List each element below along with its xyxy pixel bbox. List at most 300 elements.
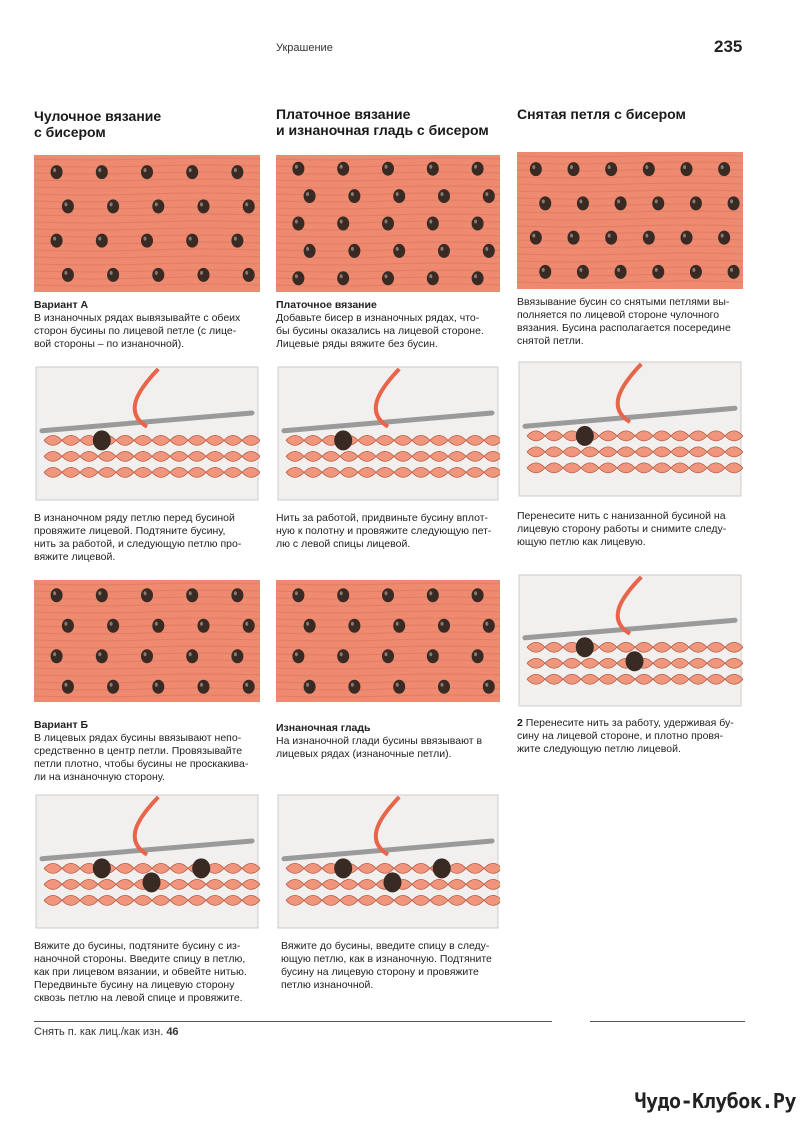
caption-line: лицевых рядах (изнаночные петли). bbox=[276, 748, 452, 760]
bead-highlight bbox=[245, 202, 248, 206]
bead-highlight bbox=[385, 220, 388, 224]
bead-highlight bbox=[200, 202, 203, 206]
bead-highlight bbox=[692, 199, 695, 203]
caption-line: ющую петлю, как в изнаночную. Подтяните bbox=[281, 953, 492, 965]
caption-line: Добавьте бисер в изнаночных рядах, что- bbox=[276, 312, 480, 324]
footer-label: Снять п. как лиц./как изн. bbox=[34, 1026, 164, 1038]
bead bbox=[62, 199, 74, 213]
bead-highlight bbox=[155, 271, 158, 275]
bead bbox=[337, 162, 349, 176]
bead-highlight bbox=[189, 168, 192, 172]
bead bbox=[231, 649, 243, 663]
bead-highlight bbox=[570, 234, 573, 238]
illustration-slide-bead bbox=[276, 365, 500, 502]
caption-title: Вариант Б bbox=[34, 719, 89, 731]
bead-highlight bbox=[110, 202, 113, 206]
bead bbox=[718, 231, 730, 245]
caption-line: Передвиньте бусину на лицевую сторону bbox=[34, 979, 235, 991]
bead-highlight bbox=[441, 192, 444, 196]
caption-line: Лицевые ряды вяжите без бусин. bbox=[276, 338, 438, 350]
bead bbox=[152, 619, 164, 633]
bead-highlight bbox=[441, 622, 444, 626]
bead bbox=[483, 619, 495, 633]
bead-highlight bbox=[655, 199, 658, 203]
bead-highlight bbox=[396, 192, 399, 196]
bead bbox=[107, 199, 119, 213]
bead-highlight bbox=[655, 268, 658, 272]
bead-highlight bbox=[245, 683, 248, 687]
bead-highlight bbox=[429, 274, 432, 278]
bead-highlight bbox=[234, 591, 237, 595]
bead-highlight bbox=[579, 199, 582, 203]
bead-highlight bbox=[64, 622, 67, 626]
bead-highlight bbox=[485, 683, 488, 687]
bead bbox=[334, 430, 352, 450]
caption-line: лю с левой спицы лицевой. bbox=[276, 538, 411, 550]
bead bbox=[615, 196, 627, 210]
drawing-background bbox=[278, 367, 498, 500]
bead bbox=[107, 680, 119, 694]
bead-highlight bbox=[485, 192, 488, 196]
bead-highlight bbox=[429, 652, 432, 656]
caption-bead-front bbox=[517, 510, 749, 549]
bead-highlight bbox=[542, 199, 545, 203]
bead-highlight bbox=[155, 202, 158, 206]
drawing-background bbox=[278, 795, 498, 928]
bead-highlight bbox=[351, 247, 354, 251]
bead bbox=[304, 244, 316, 258]
column-title-garter bbox=[276, 106, 489, 138]
bead bbox=[472, 649, 484, 663]
bead bbox=[438, 680, 450, 694]
swatch-photo-reverse bbox=[276, 580, 500, 702]
bead bbox=[62, 619, 74, 633]
bead bbox=[382, 217, 394, 231]
bead bbox=[141, 588, 153, 602]
bead-highlight bbox=[98, 652, 101, 656]
bead bbox=[393, 680, 405, 694]
bead-highlight bbox=[306, 683, 309, 687]
bead-highlight bbox=[385, 591, 388, 595]
bead bbox=[62, 680, 74, 694]
bead bbox=[427, 588, 439, 602]
bead-highlight bbox=[396, 622, 399, 626]
caption-title: Вариант А bbox=[34, 299, 89, 311]
bead bbox=[334, 858, 352, 878]
caption-line: наночной стороны. Введите спицу в петлю, bbox=[34, 953, 246, 965]
bead bbox=[186, 165, 198, 179]
bead bbox=[292, 649, 304, 663]
bead-highlight bbox=[351, 683, 354, 687]
bead-highlight bbox=[295, 274, 298, 278]
bead-highlight bbox=[98, 168, 101, 172]
bead-highlight bbox=[683, 165, 686, 169]
caption-line: как при лицевом вязании, и обвейте нитью. bbox=[34, 966, 247, 978]
bead-highlight bbox=[306, 192, 309, 196]
bead bbox=[292, 217, 304, 231]
drawing-background bbox=[519, 362, 741, 496]
bead-highlight bbox=[200, 622, 203, 626]
section-title: Украшение bbox=[276, 42, 333, 54]
bead bbox=[152, 199, 164, 213]
bead bbox=[51, 588, 63, 602]
bead bbox=[292, 271, 304, 285]
bead-highlight bbox=[579, 268, 582, 272]
caption-line: В лицевых рядах бусины ввязывают непо- bbox=[34, 732, 242, 744]
bead-highlight bbox=[53, 168, 56, 172]
bead-highlight bbox=[692, 268, 695, 272]
bead bbox=[382, 271, 394, 285]
bead-highlight bbox=[64, 683, 67, 687]
caption-line: ли на изнаночную сторону. bbox=[34, 771, 165, 783]
bead-highlight bbox=[429, 165, 432, 169]
swatch-photo-garter bbox=[276, 155, 500, 292]
bead bbox=[652, 196, 664, 210]
bead-highlight bbox=[385, 165, 388, 169]
bead-highlight bbox=[64, 202, 67, 206]
caption-variant-a bbox=[34, 299, 264, 351]
bead-highlight bbox=[200, 271, 203, 275]
caption-line: жите следующую петлю лицевой. bbox=[517, 743, 681, 755]
bead-highlight bbox=[155, 622, 158, 626]
bead-highlight bbox=[98, 237, 101, 241]
caption-line: средственно в центр петли. Провязывайте bbox=[34, 745, 243, 757]
bead-highlight bbox=[396, 247, 399, 251]
bead bbox=[243, 268, 255, 282]
bead-highlight bbox=[396, 683, 399, 687]
bead bbox=[143, 872, 161, 892]
swatch-photo-slipped bbox=[517, 152, 743, 289]
bead-highlight bbox=[53, 237, 56, 241]
bead bbox=[292, 588, 304, 602]
bead bbox=[472, 217, 484, 231]
bead-highlight bbox=[245, 622, 248, 626]
bead bbox=[605, 231, 617, 245]
bead-highlight bbox=[155, 683, 158, 687]
bead bbox=[681, 162, 693, 176]
swatch-photo-variant-a bbox=[34, 155, 260, 292]
bead bbox=[438, 619, 450, 633]
bead bbox=[382, 649, 394, 663]
bead bbox=[382, 162, 394, 176]
bead-highlight bbox=[532, 165, 535, 169]
caption-line: провяжите лицевой. Подтяните бусину, bbox=[34, 525, 226, 537]
bead-highlight bbox=[98, 591, 101, 595]
footer-page-ref: 46 bbox=[166, 1026, 179, 1038]
bead bbox=[96, 234, 108, 248]
bead bbox=[605, 162, 617, 176]
bead bbox=[382, 588, 394, 602]
bead-highlight bbox=[385, 274, 388, 278]
bead-highlight bbox=[53, 591, 56, 595]
caption-line: вяжите лицевой. bbox=[34, 551, 116, 563]
bead-highlight bbox=[295, 652, 298, 656]
bead bbox=[568, 231, 580, 245]
title-line: Платочное вязание bbox=[276, 106, 411, 122]
bead bbox=[576, 426, 594, 446]
bead-highlight bbox=[474, 274, 477, 278]
bead bbox=[728, 265, 740, 279]
caption-purl-bead bbox=[281, 940, 511, 992]
bead-highlight bbox=[608, 234, 611, 238]
drawing-background bbox=[36, 795, 258, 928]
bead-highlight bbox=[144, 168, 147, 172]
bead-highlight bbox=[110, 271, 113, 275]
bead bbox=[530, 231, 542, 245]
caption-yarn-back bbox=[517, 717, 749, 756]
bead bbox=[152, 268, 164, 282]
caption-slide-bead bbox=[276, 512, 506, 551]
bead bbox=[192, 858, 210, 878]
caption-line: вой стороны – по изнаночной). bbox=[34, 338, 185, 350]
caption-title: Платочное вязание bbox=[276, 299, 377, 311]
bead-highlight bbox=[53, 652, 56, 656]
bead bbox=[348, 244, 360, 258]
swatch-photo-variant-b bbox=[34, 580, 260, 702]
bead bbox=[348, 189, 360, 203]
caption-line: Вяжите до бусины, введите спицу в следу- bbox=[281, 940, 490, 952]
bead bbox=[690, 196, 702, 210]
bead bbox=[337, 271, 349, 285]
caption-line: Нить за работой, придвиньте бусину вплот- bbox=[276, 512, 489, 524]
bead-highlight bbox=[295, 220, 298, 224]
bead-highlight bbox=[683, 234, 686, 238]
title-line: Снятая петля с бисером bbox=[517, 106, 686, 122]
caption-line: бы бусины оказались на лицевой стороне. bbox=[276, 325, 484, 337]
title-line: и изнаночная гладь с бисером bbox=[276, 122, 489, 138]
caption-line-text: Перенесите нить за работу, удерживая бу- bbox=[525, 717, 734, 729]
caption-line: петлю изнаночной. bbox=[281, 979, 374, 991]
bead bbox=[643, 162, 655, 176]
bead-highlight bbox=[110, 683, 113, 687]
bead-highlight bbox=[306, 247, 309, 251]
bead bbox=[51, 165, 63, 179]
caption-line bbox=[517, 717, 749, 730]
bead-highlight bbox=[340, 220, 343, 224]
bead-highlight bbox=[721, 234, 724, 238]
title-line: с бисером bbox=[34, 124, 106, 140]
bead-highlight bbox=[721, 165, 724, 169]
bead bbox=[539, 196, 551, 210]
bead bbox=[198, 680, 210, 694]
bead-highlight bbox=[474, 652, 477, 656]
bead bbox=[107, 268, 119, 282]
bead bbox=[96, 165, 108, 179]
bead bbox=[472, 588, 484, 602]
footer-reference bbox=[34, 1026, 179, 1038]
bead-highlight bbox=[429, 220, 432, 224]
bead-highlight bbox=[306, 622, 309, 626]
illustration-bead-front bbox=[517, 360, 743, 498]
bead-highlight bbox=[340, 591, 343, 595]
bead-highlight bbox=[245, 271, 248, 275]
bead bbox=[141, 649, 153, 663]
bead bbox=[51, 234, 63, 248]
bead-highlight bbox=[234, 237, 237, 241]
bead bbox=[438, 189, 450, 203]
bead bbox=[690, 265, 702, 279]
caption-line: ную к полотну и провяжите следующую пет- bbox=[276, 525, 492, 537]
bead-highlight bbox=[429, 591, 432, 595]
bead-highlight bbox=[295, 165, 298, 169]
bead bbox=[51, 649, 63, 663]
bead-highlight bbox=[340, 652, 343, 656]
bead-highlight bbox=[608, 165, 611, 169]
caption-reverse-stockinette bbox=[276, 722, 506, 761]
caption-push-bead-through bbox=[34, 940, 269, 1005]
bead-highlight bbox=[645, 234, 648, 238]
bead-highlight bbox=[64, 271, 67, 275]
bead bbox=[483, 189, 495, 203]
bead bbox=[198, 199, 210, 213]
drawing-background bbox=[36, 367, 258, 500]
bead bbox=[427, 271, 439, 285]
bead-highlight bbox=[234, 168, 237, 172]
bead bbox=[93, 858, 111, 878]
caption-line: вязания. Бусина располагается посередине bbox=[517, 322, 731, 334]
bead-highlight bbox=[645, 165, 648, 169]
bead bbox=[728, 196, 740, 210]
bead bbox=[472, 271, 484, 285]
bead-highlight bbox=[441, 683, 444, 687]
bead bbox=[304, 680, 316, 694]
caption-line: В изнаночном ряду петлю перед бусиной bbox=[34, 512, 235, 524]
title-line: Чулочное вязание bbox=[34, 108, 162, 124]
caption-line: В изнаночных рядах вывязывайте с обеих bbox=[34, 312, 241, 324]
bead bbox=[539, 265, 551, 279]
bead-highlight bbox=[144, 591, 147, 595]
bead-highlight bbox=[730, 199, 733, 203]
bead bbox=[576, 637, 594, 657]
step-number: 2 bbox=[517, 717, 523, 729]
bead bbox=[427, 217, 439, 231]
bead-highlight bbox=[474, 220, 477, 224]
bead bbox=[231, 588, 243, 602]
bead-highlight bbox=[340, 165, 343, 169]
watermark: Чудо-Клубок.Ру bbox=[634, 1089, 796, 1113]
bead bbox=[304, 189, 316, 203]
bead-highlight bbox=[474, 165, 477, 169]
bead bbox=[93, 430, 111, 450]
bead bbox=[198, 619, 210, 633]
bead bbox=[568, 162, 580, 176]
bead bbox=[198, 268, 210, 282]
bead bbox=[62, 268, 74, 282]
bead bbox=[615, 265, 627, 279]
bead-highlight bbox=[340, 274, 343, 278]
caption-line: сквозь петлю на левой спице и провяжите. bbox=[34, 992, 243, 1004]
bead-highlight bbox=[385, 652, 388, 656]
bead-highlight bbox=[617, 199, 620, 203]
bead bbox=[243, 199, 255, 213]
caption-line: бусину на лицевую сторону и провяжите bbox=[281, 966, 479, 978]
caption-line: полняется по лицевой стороне чулочного bbox=[517, 309, 720, 321]
caption-slipped bbox=[517, 296, 749, 348]
bead-highlight bbox=[200, 683, 203, 687]
illustration-purl-bead bbox=[276, 793, 500, 930]
caption-variant-b bbox=[34, 719, 264, 784]
bead bbox=[337, 217, 349, 231]
bead bbox=[96, 588, 108, 602]
bead-highlight bbox=[441, 247, 444, 251]
bead bbox=[438, 244, 450, 258]
bead bbox=[483, 680, 495, 694]
bead bbox=[626, 651, 644, 671]
caption-line: сину на лицевой стороне, и плотно провя- bbox=[517, 730, 724, 742]
caption-line: петли плотно, чтобы бусины не проскакива- bbox=[34, 758, 249, 770]
bead bbox=[393, 619, 405, 633]
bead-highlight bbox=[532, 234, 535, 238]
bead bbox=[186, 234, 198, 248]
bead-highlight bbox=[144, 237, 147, 241]
bead bbox=[427, 649, 439, 663]
caption-line: сторон бусины по лицевой петле (с лице- bbox=[34, 325, 237, 337]
caption-line: лицевую сторону работы и снимите следу- bbox=[517, 523, 727, 535]
bead-highlight bbox=[189, 591, 192, 595]
illustration-push-bead-through bbox=[34, 793, 260, 930]
bead bbox=[483, 244, 495, 258]
bead bbox=[107, 619, 119, 633]
bead-highlight bbox=[485, 247, 488, 251]
bead bbox=[427, 162, 439, 176]
caption-line: Перенесите нить с нанизанной бусиной на bbox=[517, 510, 726, 522]
bead bbox=[186, 649, 198, 663]
bead bbox=[292, 162, 304, 176]
bead bbox=[96, 649, 108, 663]
bead bbox=[243, 619, 255, 633]
bead bbox=[337, 588, 349, 602]
bead-highlight bbox=[730, 268, 733, 272]
bead-highlight bbox=[474, 591, 477, 595]
bead bbox=[383, 872, 401, 892]
bead-highlight bbox=[295, 591, 298, 595]
bead bbox=[231, 234, 243, 248]
bead bbox=[337, 649, 349, 663]
page-number: 235 bbox=[714, 37, 743, 56]
bead bbox=[393, 189, 405, 203]
bead-highlight bbox=[234, 652, 237, 656]
illustration-knit-before-bead bbox=[34, 365, 260, 502]
bead bbox=[348, 680, 360, 694]
bead-highlight bbox=[542, 268, 545, 272]
bead bbox=[718, 162, 730, 176]
caption-line: нить за работой, и следующую петлю про- bbox=[34, 538, 242, 550]
footer-rule-left bbox=[34, 1021, 552, 1022]
bead bbox=[186, 588, 198, 602]
bead bbox=[243, 680, 255, 694]
caption-line: снятой петли. bbox=[517, 335, 584, 347]
drawing-background bbox=[519, 575, 741, 706]
bead-highlight bbox=[570, 165, 573, 169]
bead-highlight bbox=[351, 192, 354, 196]
caption-knit-before-bead bbox=[34, 512, 264, 564]
illustration-yarn-back bbox=[517, 573, 743, 708]
bead-highlight bbox=[351, 622, 354, 626]
caption-line: Ввязывание бусин со снятыми петлями вы- bbox=[517, 296, 730, 308]
bead bbox=[652, 265, 664, 279]
bead bbox=[530, 162, 542, 176]
bead bbox=[643, 231, 655, 245]
bead-highlight bbox=[485, 622, 488, 626]
bead-highlight bbox=[110, 622, 113, 626]
bead bbox=[304, 619, 316, 633]
bead bbox=[152, 680, 164, 694]
bead bbox=[348, 619, 360, 633]
caption-line: Вяжите до бусины, подтяните бусину с из- bbox=[34, 940, 241, 952]
bead bbox=[433, 858, 451, 878]
bead bbox=[577, 196, 589, 210]
bead bbox=[577, 265, 589, 279]
